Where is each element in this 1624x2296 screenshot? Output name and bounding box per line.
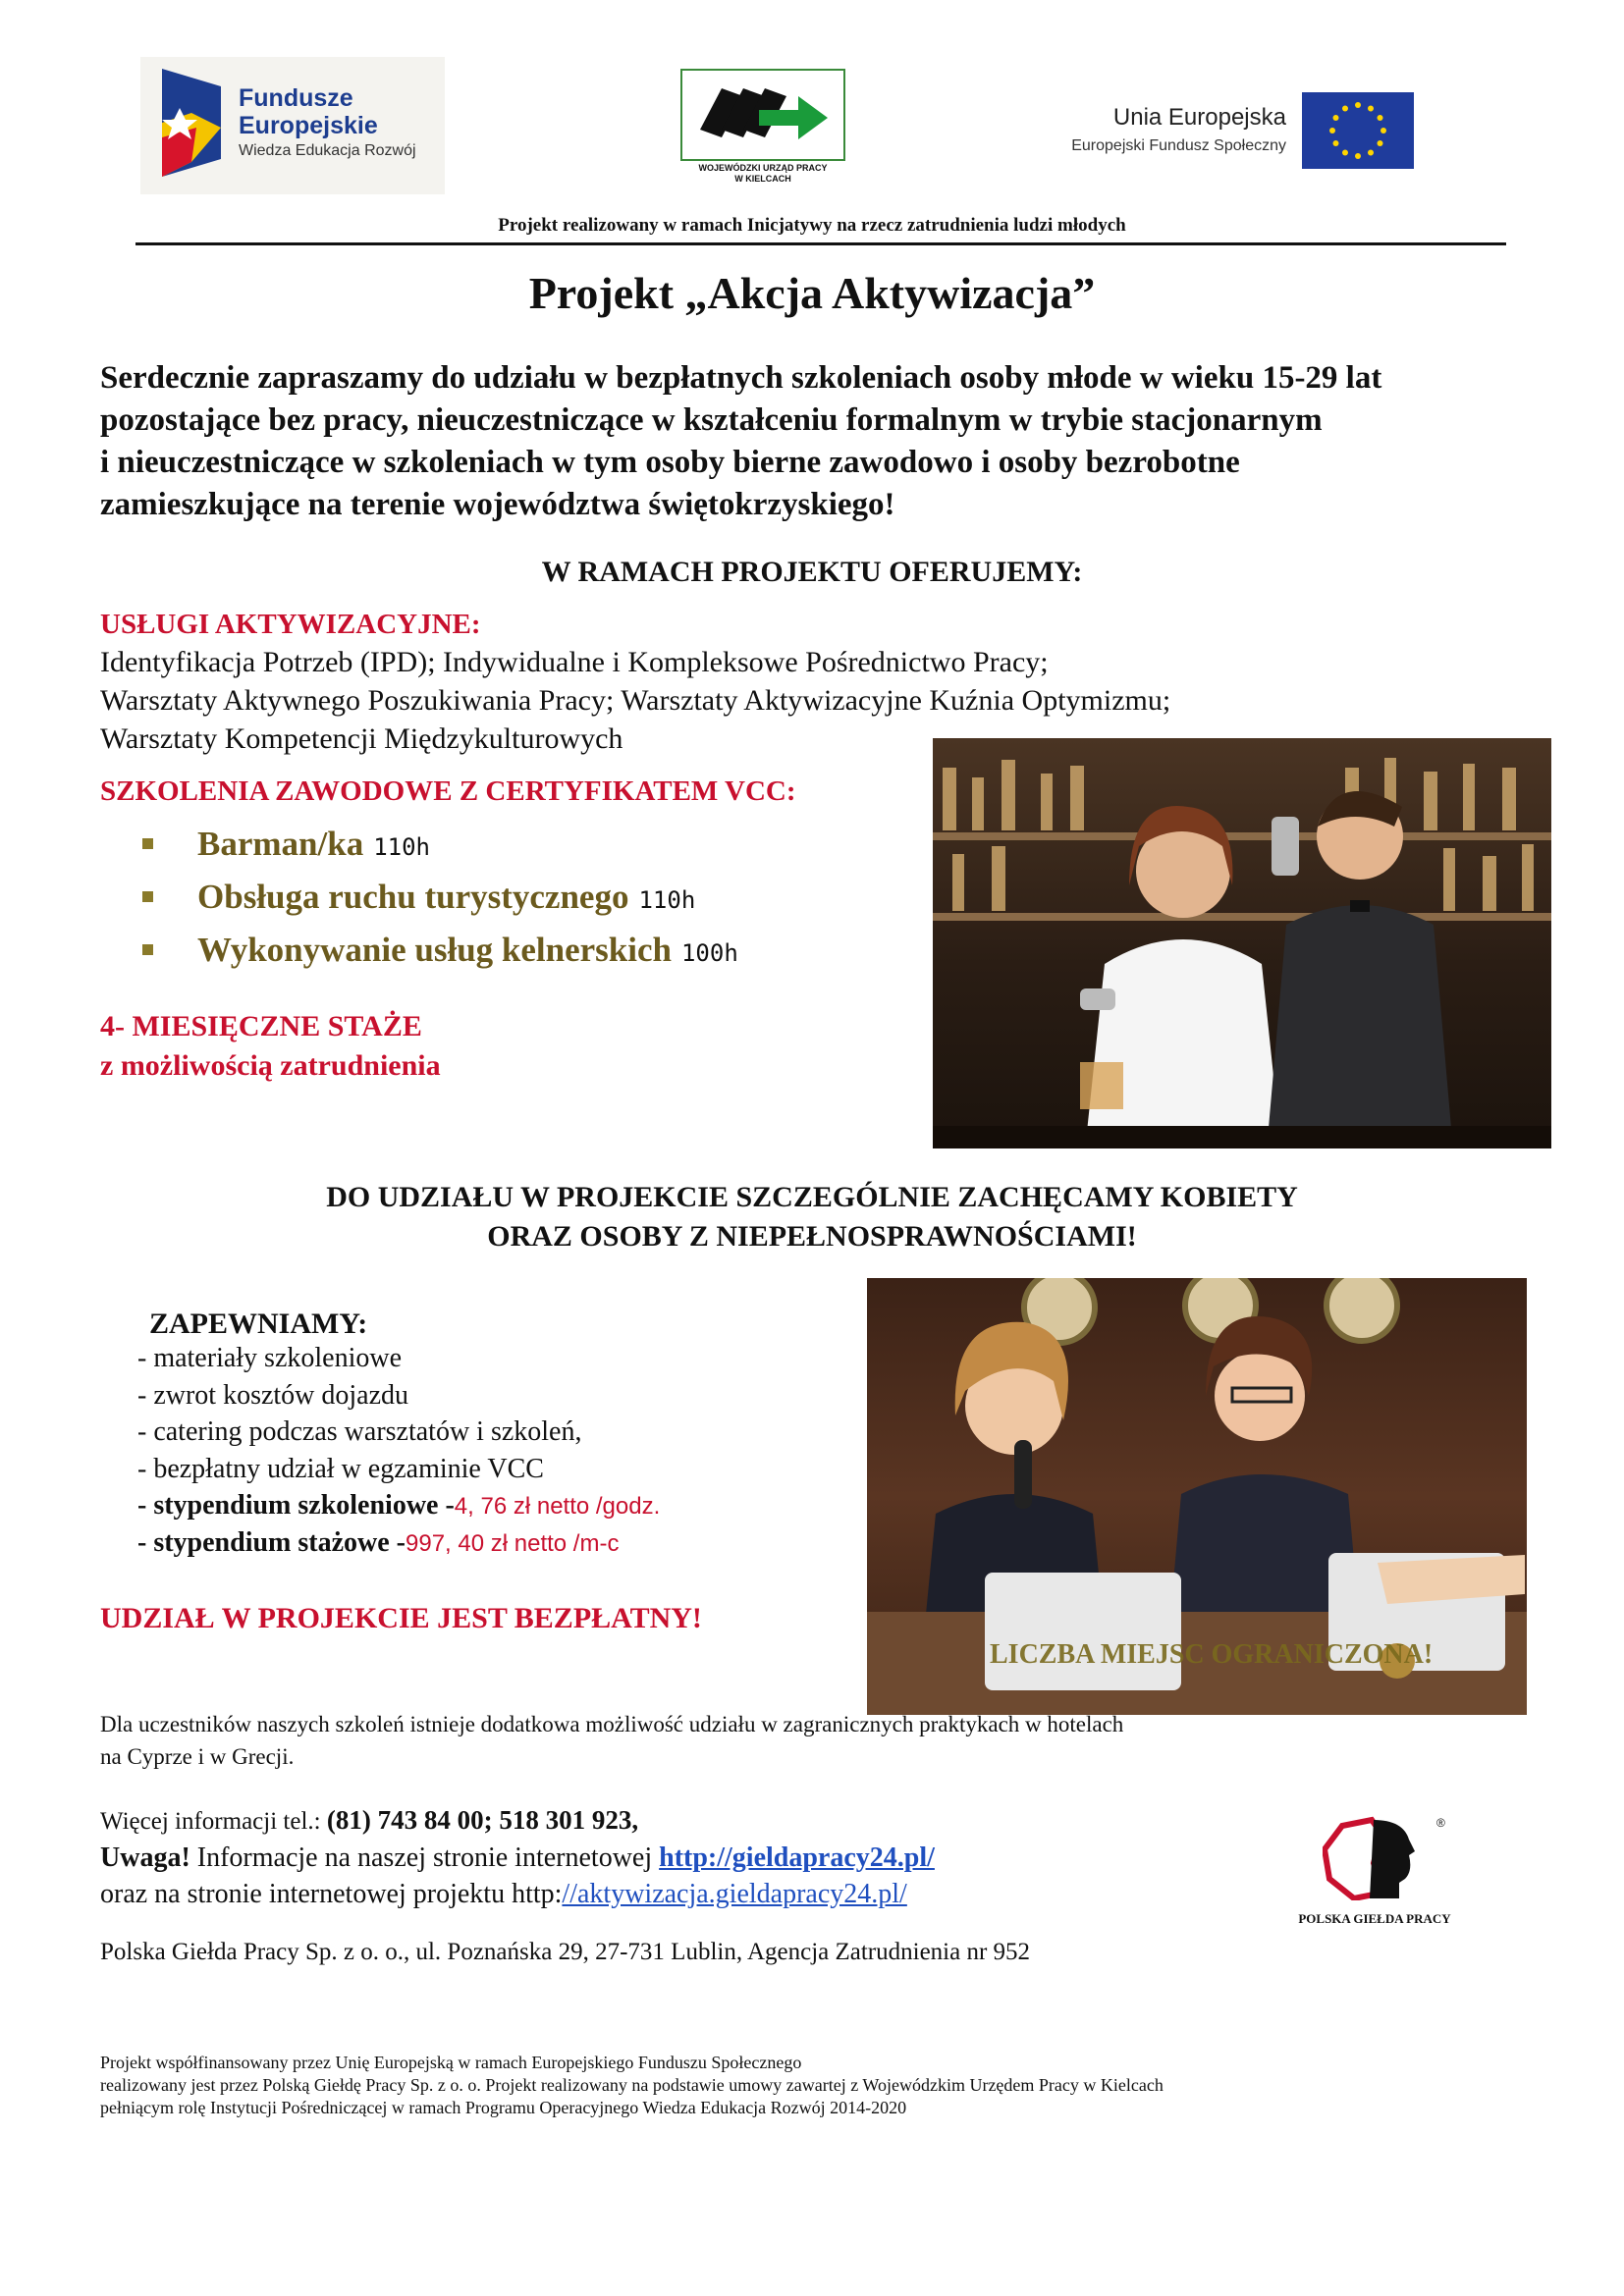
footer-line-1: Projekt współfinansowany przez Unię Europejską w ramach Europejskiego Funduszu Społecznego xyxy=(100,2053,802,2072)
contact-project-line xyxy=(100,1876,935,1912)
training-hours: 110h xyxy=(638,886,696,914)
fe-logo-line3: Wiedza Edukacja Rozwój xyxy=(239,142,416,159)
stipend-training xyxy=(137,1490,660,1527)
contact-phone-line xyxy=(100,1802,935,1840)
contact-info xyxy=(100,1802,935,1912)
encourage-line-1: DO UDZIAŁU W PROJEKCIE SZCZEGÓLNIE ZACHĘCAMY KOBIETY xyxy=(326,1181,1298,1213)
training-item xyxy=(142,825,738,878)
footer-note xyxy=(100,2052,1164,2119)
stipend-training-value: 4, 76 zł netto /godz. xyxy=(454,1493,661,1520)
provide-item: - materiały szkoleniowe xyxy=(137,1343,403,1373)
encourage-line-2: ORAZ OSOBY Z NIEPEŁNOSPRAWNOŚCIAMI! xyxy=(487,1220,1137,1253)
limited-places: LICZBA MIEJSC OGRANICZONA! xyxy=(990,1639,1434,1670)
contact-note-line xyxy=(100,1840,935,1876)
intro-line-2: pozostające bez pracy, nieuczestniczące w kształceniu formalnym w trybie stacjonarnym xyxy=(100,402,1323,438)
page-title: Projekt „Akcja Aktywizacja” xyxy=(528,268,1096,318)
training-name: Wykonywanie usług kelnerskich xyxy=(197,931,672,969)
wup-arrow-icon xyxy=(682,71,843,159)
provide-item: - catering podczas warsztatów i szkoleń, xyxy=(137,1416,582,1447)
pgp-registered-mark: ® xyxy=(1436,1816,1445,1830)
provide-heading: ZAPEWNIAMY: xyxy=(149,1308,368,1340)
wup-logo-line1: WOJEWÓDZKI URZĄD PRACY xyxy=(698,163,828,173)
fe-flag-icon xyxy=(162,69,221,177)
stipend-internship xyxy=(137,1527,660,1565)
project-link[interactable]: //aktywizacja.gieldapracy24.pl/ xyxy=(562,1879,907,1909)
trainings-heading: SZKOLENIA ZAWODOWE Z CERTYFIKATEM VCC: xyxy=(100,775,796,807)
note-label: Uwaga! xyxy=(100,1842,190,1873)
provide-list xyxy=(137,1343,660,1564)
phone-numbers: (81) 743 84 00; 518 301 923, xyxy=(326,1805,639,1835)
training-hours: 100h xyxy=(680,939,738,967)
note-text: Informacje na naszej stronie internetowej xyxy=(196,1842,653,1873)
polska-gielda-pracy-logo xyxy=(1281,1816,1458,1934)
services-line-2: Warsztaty Aktywnego Poszukiwania Pracy; Warsztaty Aktywizacyjne Kuźnia Optymizmu; xyxy=(100,684,1171,717)
training-name: Obsługa ruchu turystycznego xyxy=(197,878,629,916)
phone-label: Więcej informacji tel.: xyxy=(100,1808,321,1835)
provide-item: - zwrot kosztów dojazdu xyxy=(137,1379,409,1411)
wup-kielce-logo xyxy=(680,69,845,192)
intro-line-1: Serdecznie zapraszamy do udziału w bezpłatnych szkoleniach osoby młode w wieku 15-29 lat xyxy=(100,360,1382,396)
header-divider xyxy=(135,242,1506,245)
pgp-profile-icon xyxy=(1323,1816,1431,1900)
company-address: Polska Giełda Pracy Sp. z o. o., ul. Poznańska 29, 27-731 Lublin, Agencja Zatrudnienia nr 952 xyxy=(100,1939,1031,1965)
website-link[interactable]: http://gieldapracy24.pl/ xyxy=(659,1842,935,1873)
training-item xyxy=(142,878,738,931)
stipend-internship-label: - stypendium stażowe - xyxy=(137,1526,406,1558)
ue-logo-line2: Europejski Fundusz Społeczny xyxy=(1071,137,1286,154)
square-bullet-icon xyxy=(142,891,153,902)
internship-info xyxy=(100,1007,441,1086)
fundusze-europejskie-logo xyxy=(140,57,445,194)
encourage-note xyxy=(0,1178,1624,1256)
provide-item: - bezpłatny udział w egzaminie VCC xyxy=(137,1453,544,1484)
fe-logo-line1: Fundusze xyxy=(239,84,353,112)
intro-line-3: i nieuczestniczące w szkoleniach w tym osoby bierne zawodowo i osoby bezrobotne xyxy=(100,445,1240,480)
services-line-1: Identyfikacja Potrzeb (IPD); Indywidualne i Kompleksowe Pośrednictwo Pracy; xyxy=(100,646,1049,678)
internship-line-2: z możliwością zatrudnienia xyxy=(100,1049,441,1082)
fe-logo-line2: Europejskie xyxy=(239,112,378,139)
services-line-3: Warsztaty Kompetencji Międzykulturowych xyxy=(100,722,623,755)
wup-logo-line2: W KIELCACH xyxy=(734,174,791,184)
footer-line-2: realizowany jest przez Polską Giełdę Pracy Sp. z o. o. Projekt realizowany na podstawie umowy zawartej z Wojewódzkim Urzędem Pracy w Kielcach xyxy=(100,2075,1164,2095)
bartenders-photo xyxy=(933,738,1551,1148)
services-heading: USŁUGI AKTYWIZACYJNE: xyxy=(100,609,481,640)
stipend-training-label: - stypendium szkoleniowe - xyxy=(137,1490,455,1521)
ue-logo-line1: Unia Europejska xyxy=(1112,104,1286,131)
footer-line-3: pełniącym rolę Instytucji Pośredniczącej w ramach Programu Operacyjnego Wiedza Edukacja Rozwój 2014-2020 xyxy=(100,2098,907,2117)
intro-line-4: zamieszkujące na terenie województwa świętokrzyskiego! xyxy=(100,487,895,522)
initiative-note: Projekt realizowany w ramach Inicjatywy na rzecz zatrudnienia ludzi młodych xyxy=(498,215,1126,236)
free-participation: UDZIAŁ W PROJEKCIE JEST BEZPŁATNY! xyxy=(100,1602,702,1634)
intro-paragraph xyxy=(100,357,1528,526)
abroad-line-2: na Cyprze i w Grecji. xyxy=(100,1744,295,1769)
offer-heading: W RAMACH PROJEKTU OFERUJEMY: xyxy=(541,556,1083,588)
trainings-list xyxy=(142,825,738,984)
square-bullet-icon xyxy=(142,944,153,955)
abroad-info xyxy=(100,1708,1123,1773)
square-bullet-icon xyxy=(142,838,153,849)
training-hours: 110h xyxy=(373,833,430,861)
abroad-line-1: Dla uczestników naszych szkoleń istnieje dodatkowa możliwość udziału w zagranicznych praktykach w hotelach xyxy=(100,1712,1124,1736)
unia-europejska-logo xyxy=(1031,88,1414,177)
training-name: Barman/ka xyxy=(197,825,364,863)
wup-logo-frame xyxy=(680,69,845,161)
project-text: oraz na stronie internetowej projektu http: xyxy=(100,1879,563,1909)
training-item xyxy=(142,931,738,984)
stipend-internship-value: 997, 40 zł netto /m-c xyxy=(406,1529,620,1557)
eu-flag-icon xyxy=(1302,92,1414,169)
internship-line-1: 4- MIESIĘCZNE STAŻE xyxy=(100,1010,422,1042)
pgp-logo-label: POLSKA GIEŁDA PRACY xyxy=(1298,1911,1451,1926)
bartenders-illustration xyxy=(933,738,1551,1148)
